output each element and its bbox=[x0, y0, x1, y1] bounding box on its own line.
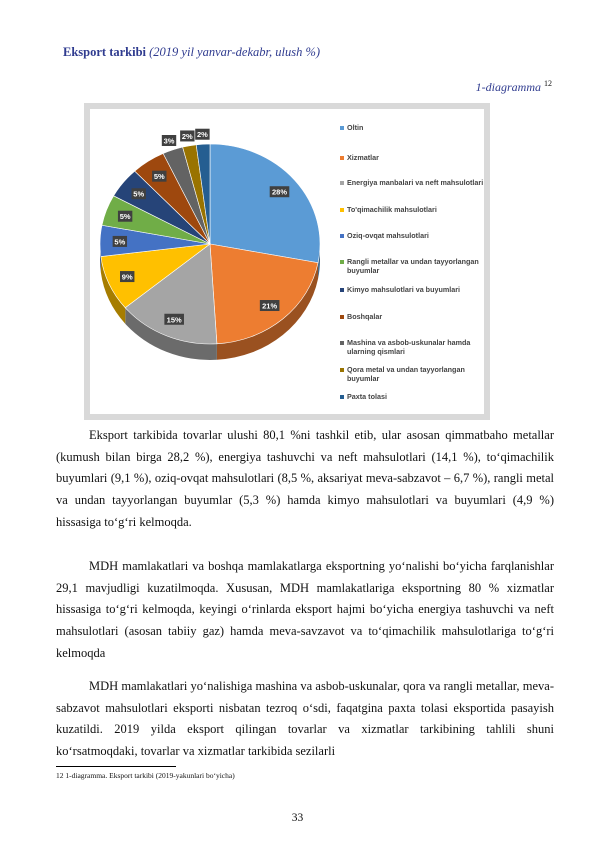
paragraph-1 bbox=[56, 425, 554, 534]
pie-data-label-3 bbox=[120, 271, 134, 282]
legend-label-9: Qora metal va undan tayyorlangan buyumlar bbox=[347, 365, 465, 383]
heading-bold: Eksport tarkibi bbox=[63, 45, 147, 59]
legend-item-2 bbox=[340, 179, 483, 188]
pie-data-label-text-5: 5% bbox=[119, 212, 131, 222]
paragraph-2-text: MDH mamlakatlari va boshqa mamlakatlarga eksportning yo‘nalishi bo‘yicha farqlanishlar 29,1 mavjudligi kuzatilmoqda. Xususan, MDH mamlakatlariga eksportning 80 % xizmatlar hissasiga to‘g‘ri kelmoqda, keyingi o‘rinlarda eksport hajmi bo‘yicha energiya tashuvchi va neft mahsulotlari (asosan tabiiy gaz) hamda meva-savzavot va to‘qimachilik mahsulotlariga to‘g‘ri kelmoqda bbox=[56, 559, 554, 660]
legend-label-6: Kimyo mahsulotlari va buyumlari bbox=[347, 285, 461, 294]
chart-heading bbox=[63, 45, 320, 60]
legend-label-0: Oltin bbox=[347, 123, 364, 132]
legend-item-4 bbox=[340, 232, 429, 241]
pie-data-label-text-3: 9% bbox=[121, 272, 133, 282]
pie-data-label-1 bbox=[260, 300, 280, 311]
pie-data-label-text-8: 3% bbox=[163, 136, 175, 146]
diagram-label bbox=[476, 79, 552, 95]
chart-frame bbox=[84, 103, 490, 420]
pie-data-label-10 bbox=[195, 129, 209, 140]
footnote-separator bbox=[56, 766, 176, 767]
heading-italic: (2019 yil yanvar-dekabr, ulush %) bbox=[149, 45, 321, 59]
pie-data-label-text-7: 5% bbox=[153, 172, 165, 182]
pie-data-label-text-2: 15% bbox=[166, 315, 182, 325]
diagram-label-text: 1-diagramma bbox=[475, 80, 541, 94]
legend-item-6 bbox=[340, 286, 460, 295]
legend-swatch-3 bbox=[340, 208, 344, 212]
legend-item-10 bbox=[340, 393, 387, 402]
legend-label-3: To'qimachilik mahsulotlari bbox=[347, 205, 437, 214]
legend-swatch-1 bbox=[340, 156, 344, 160]
legend-item-3 bbox=[340, 206, 437, 215]
legend-item-5 bbox=[340, 258, 485, 275]
pie-data-label-text-6: 5% bbox=[133, 189, 145, 199]
paragraph-3 bbox=[56, 676, 554, 763]
legend-swatch-9 bbox=[340, 368, 344, 372]
legend-label-1: Xizmatlar bbox=[347, 153, 379, 162]
paragraph-3-text: MDH mamlakatlari yo‘nalishiga mashina va asbob-uskunalar, qora va rangli metallar, meva-sabzavot mahsulotlari eksporti nisbatan tezroq o‘sdi, faqatgina paxta tolasi eksportida pasayish kuzatildi. 2019 yilda eksport qilingan tovarlar va xizmatlar tarkibining tahlili shuni ko‘rsatmoqdaki, tovarlar va xizmatlar tarkibida sezilarli bbox=[56, 679, 554, 759]
pie-data-label-text-9: 2% bbox=[181, 131, 193, 141]
legend-label-4: Oziq-ovqat mahsulotlari bbox=[347, 231, 429, 240]
legend-swatch-8 bbox=[340, 341, 344, 345]
pie-data-label-0 bbox=[270, 186, 290, 197]
pie-data-label-4 bbox=[113, 236, 127, 247]
pie-data-label-8 bbox=[162, 135, 176, 146]
chart-plot-area bbox=[90, 109, 484, 414]
pie-data-label-5 bbox=[118, 211, 132, 222]
pie-data-label-text-1: 21% bbox=[262, 301, 278, 311]
legend-item-8 bbox=[340, 339, 485, 356]
paragraph-2 bbox=[56, 556, 554, 665]
pie-data-label-text-0: 28% bbox=[271, 187, 288, 197]
pie-slice-0 bbox=[210, 144, 320, 263]
legend-swatch-4 bbox=[340, 234, 344, 238]
legend-swatch-0 bbox=[340, 126, 344, 130]
legend-item-7 bbox=[340, 313, 382, 322]
legend-label-5: Rangli metallar va undan tayyorlangan buyumlar bbox=[347, 257, 479, 275]
footnote: 12 1-diagramma. Eksport tarkibi (2019-yakunlari bo‘yicha) bbox=[56, 771, 235, 780]
legend-label-8: Mashina va asbob-uskunalar hamda ularning qismlari bbox=[347, 338, 471, 356]
legend-swatch-5 bbox=[340, 260, 344, 264]
legend-swatch-7 bbox=[340, 315, 344, 319]
pie-data-label-6 bbox=[132, 188, 146, 199]
legend-label-10: Paxta tolasi bbox=[347, 392, 387, 401]
pie-data-label-text-4: 5% bbox=[114, 237, 126, 247]
pie-data-label-9 bbox=[180, 130, 194, 141]
pie-data-label-7 bbox=[152, 171, 166, 182]
legend-item-1 bbox=[340, 154, 379, 163]
legend-swatch-2 bbox=[340, 181, 344, 185]
legend-item-0 bbox=[340, 124, 363, 133]
legend-item-9 bbox=[340, 366, 485, 383]
legend-label-2: Energiya manbalari va neft mahsulotlari bbox=[347, 178, 484, 187]
pie-data-label-text-10: 2% bbox=[196, 130, 208, 140]
footnote-ref: 12 bbox=[544, 79, 552, 88]
legend-label-7: Boshqalar bbox=[347, 312, 383, 321]
legend-swatch-10 bbox=[340, 395, 344, 399]
paragraph-1-text: Eksport tarkibida tovarlar ulushi 80,1 %ni tashkil etib, ular asosan qimmatbaho metallar (kumush bilan birga 28,2 %), energiya tashuvchi va neft mahsulotlari (14,1 %), to‘qimachilik buyumlari (9,1 %), oziq-ovqat mahsulotlari (8,5 %, aksariyat meva-sabzavot – 6,7 %), rangli metal va undan tayyorlangan buyumlar (5,3 %) hamda kimyo mahsulotlari va buyumlari (4,9 %) hissasiga to‘g‘ri kelmoqda. bbox=[56, 428, 554, 529]
pie-data-label-2 bbox=[164, 314, 184, 325]
legend-swatch-6 bbox=[340, 288, 344, 292]
pie-chart bbox=[90, 109, 340, 414]
page-number: 33 bbox=[291, 812, 304, 824]
